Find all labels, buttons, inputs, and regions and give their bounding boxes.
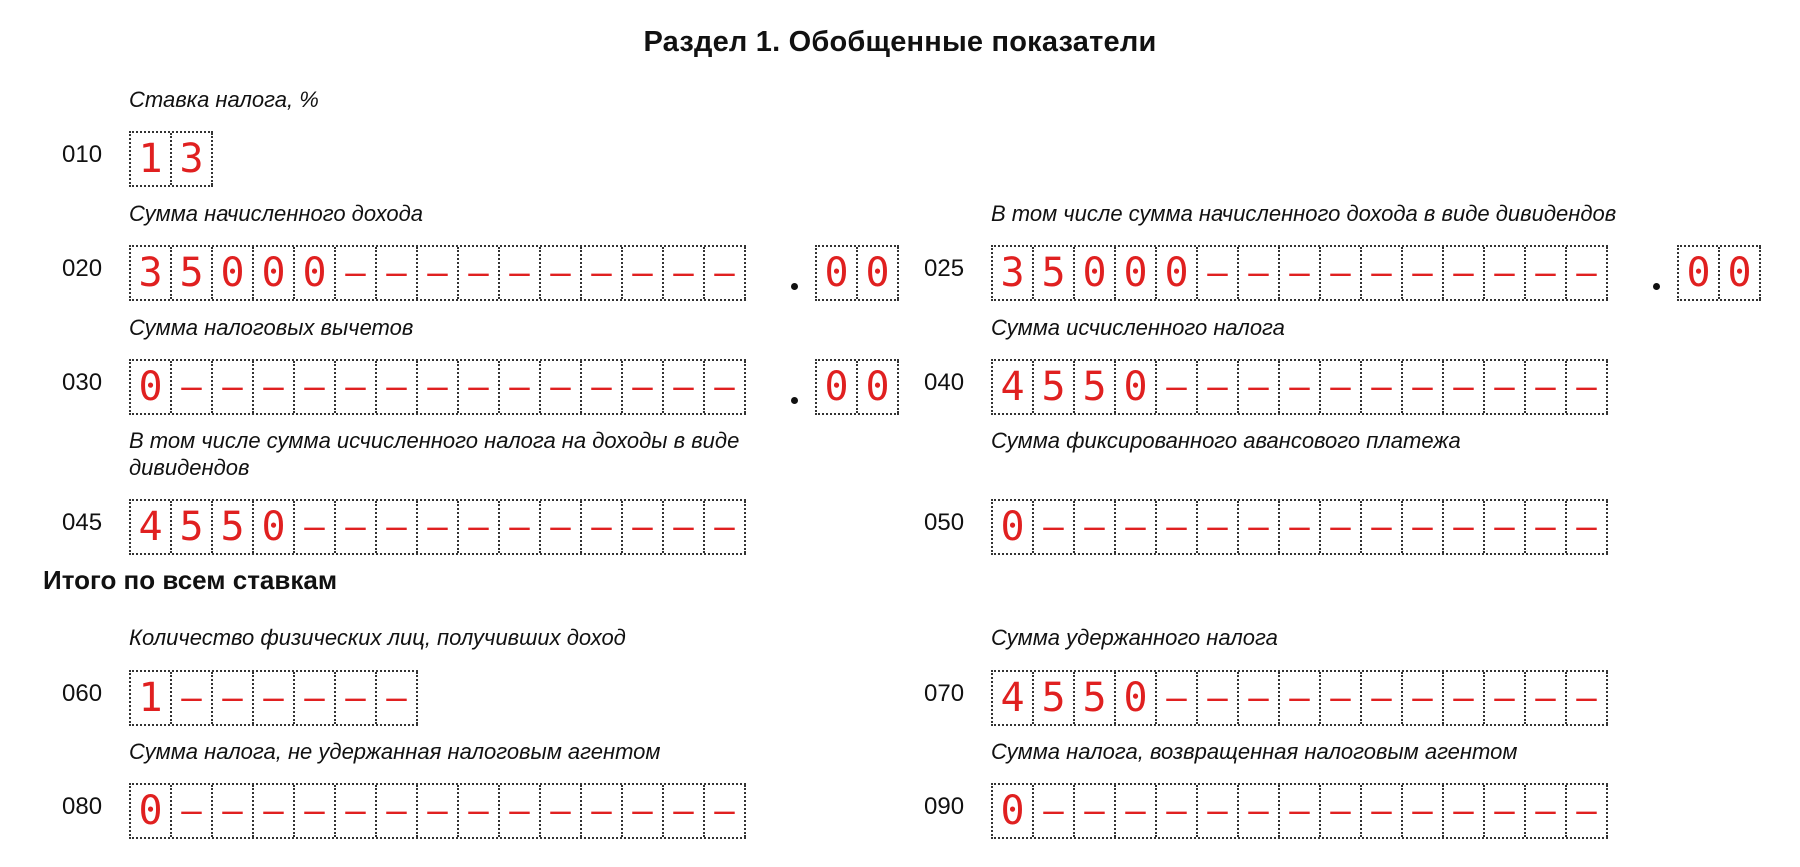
digit-cell[interactable]: –	[1526, 672, 1567, 724]
digit-cell[interactable]: –	[1362, 501, 1403, 553]
digit-cell[interactable]: –	[1403, 247, 1444, 299]
digit-cell[interactable]: –	[541, 501, 582, 553]
digit-cell[interactable]: –	[1444, 247, 1485, 299]
digit-cell[interactable]: –	[705, 361, 746, 413]
digit-cell[interactable]: 0	[213, 247, 254, 299]
digit-cell[interactable]: –	[1157, 785, 1198, 837]
digit-cell[interactable]: –	[1362, 361, 1403, 413]
digit-cell[interactable]: –	[377, 501, 418, 553]
field-030-code: 030	[62, 369, 103, 396]
field-070-cells[interactable]	[991, 670, 1608, 726]
digit-cell[interactable]: 3	[131, 247, 172, 299]
digit-cell[interactable]: –	[295, 501, 336, 553]
digit-cell[interactable]: –	[623, 247, 664, 299]
digit-cell[interactable]: –	[582, 501, 623, 553]
field-045-label: В том числе сумма исчисленного налога на доходы в виде дивидендов	[129, 428, 740, 480]
digit-cell[interactable]: –	[1198, 247, 1239, 299]
field-030-label: Сумма налоговых вычетов	[129, 315, 414, 340]
digit-cell[interactable]: –	[1198, 672, 1239, 724]
digit-cell[interactable]: –	[1526, 501, 1567, 553]
field-045-code: 045	[62, 509, 103, 536]
digit-cell[interactable]: –	[1116, 501, 1157, 553]
digit-cell[interactable]: –	[1239, 361, 1280, 413]
kopeck-cell[interactable]: 0	[858, 247, 899, 299]
kopeck-cell[interactable]: 0	[858, 361, 899, 413]
digit-cell[interactable]: –	[418, 361, 459, 413]
digit-cell[interactable]: –	[1362, 247, 1403, 299]
digit-cell[interactable]: 4	[993, 361, 1034, 413]
digit-cell[interactable]: –	[500, 501, 541, 553]
digit-cell[interactable]: –	[418, 501, 459, 553]
field-060-code: 060	[62, 680, 103, 707]
digit-cell[interactable]: –	[172, 785, 213, 837]
digit-cell[interactable]: 5	[172, 501, 213, 553]
digit-cell[interactable]: 5	[1034, 672, 1075, 724]
digit-cell[interactable]: –	[500, 247, 541, 299]
digit-cell[interactable]: –	[623, 361, 664, 413]
digit-cell[interactable]: 5	[213, 501, 254, 553]
decimal-point	[791, 397, 798, 404]
digit-cell[interactable]: –	[1321, 672, 1362, 724]
digit-cell[interactable]: –	[1198, 785, 1239, 837]
digit-cell[interactable]: –	[172, 672, 213, 724]
digit-cell[interactable]: –	[500, 785, 541, 837]
digit-cell[interactable]: –	[1403, 501, 1444, 553]
digit-cell[interactable]: 5	[1034, 247, 1075, 299]
digit-cell[interactable]: –	[459, 361, 500, 413]
digit-cell[interactable]: 0	[254, 247, 295, 299]
kopeck-cell[interactable]: 0	[1679, 247, 1720, 299]
field-020-label: Сумма начисленного дохода	[129, 201, 423, 226]
digit-cell[interactable]: –	[1444, 501, 1485, 553]
digit-cell[interactable]: –	[172, 361, 213, 413]
digit-cell[interactable]: 5	[1034, 361, 1075, 413]
digit-cell[interactable]: –	[1485, 247, 1526, 299]
digit-cell[interactable]: –	[213, 785, 254, 837]
digit-cell[interactable]: –	[1075, 785, 1116, 837]
digit-cell[interactable]: 0	[131, 361, 172, 413]
field-090-code: 090	[924, 793, 965, 820]
field-010-label: Ставка налога, %	[129, 87, 319, 112]
digit-cell[interactable]: –	[1034, 501, 1075, 553]
digit-cell[interactable]: –	[418, 785, 459, 837]
digit-cell[interactable]: –	[623, 501, 664, 553]
field-080-code: 080	[62, 793, 103, 820]
field-050-label: Сумма фиксированного авансового платежа	[991, 428, 1461, 453]
digit-cell[interactable]: 0	[1075, 247, 1116, 299]
digit-cell[interactable]: –	[1567, 672, 1608, 724]
digit-cell[interactable]: –	[582, 785, 623, 837]
digit-cell[interactable]: –	[254, 672, 295, 724]
kopeck-cell[interactable]: 0	[1720, 247, 1761, 299]
digit-cell[interactable]: –	[1239, 785, 1280, 837]
digit-cell[interactable]: –	[254, 785, 295, 837]
digit-cell[interactable]: –	[1280, 501, 1321, 553]
digit-cell[interactable]: –	[664, 785, 705, 837]
digit-cell[interactable]: –	[336, 785, 377, 837]
digit-cell[interactable]: –	[1280, 785, 1321, 837]
digit-cell[interactable]: –	[1526, 785, 1567, 837]
totals-heading: Итого по всем ставкам	[43, 565, 338, 595]
field-040-label: Сумма исчисленного налога	[991, 315, 1285, 340]
kopeck-cell[interactable]: 0	[817, 247, 858, 299]
digit-cell[interactable]: 3	[993, 247, 1034, 299]
digit-cell[interactable]: –	[664, 501, 705, 553]
digit-cell[interactable]: –	[459, 785, 500, 837]
digit-cell[interactable]: –	[1321, 501, 1362, 553]
digit-cell[interactable]: –	[377, 672, 418, 724]
decimal-point	[1653, 283, 1660, 290]
digit-cell[interactable]: –	[295, 361, 336, 413]
digit-cell[interactable]: –	[1403, 361, 1444, 413]
digit-cell[interactable]: 0	[1116, 361, 1157, 413]
digit-cell[interactable]: –	[295, 672, 336, 724]
digit-cell[interactable]: –	[377, 361, 418, 413]
digit-cell[interactable]: –	[1403, 672, 1444, 724]
digit-cell[interactable]: –	[1280, 247, 1321, 299]
digit-cell[interactable]: –	[1567, 785, 1608, 837]
digit-cell[interactable]: –	[1362, 672, 1403, 724]
field-010-code: 010	[62, 141, 103, 168]
digit-cell[interactable]: –	[1157, 361, 1198, 413]
digit-cell[interactable]: 1	[131, 672, 172, 724]
digit-cell[interactable]: –	[418, 247, 459, 299]
digit-cell[interactable]: –	[1116, 785, 1157, 837]
digit-cell[interactable]: –	[1198, 361, 1239, 413]
digit-cell[interactable]: 0	[1116, 247, 1157, 299]
kopeck-cell[interactable]: 0	[817, 361, 858, 413]
field-045-cells[interactable]	[129, 499, 746, 555]
digit-cell[interactable]: 0	[993, 501, 1034, 553]
digit-cell[interactable]: –	[1485, 785, 1526, 837]
decimal-point	[791, 283, 798, 290]
digit-cell[interactable]: –	[1157, 672, 1198, 724]
digit-cell[interactable]: –	[1321, 361, 1362, 413]
digit-cell[interactable]: –	[705, 501, 746, 553]
digit-cell[interactable]: 0	[1157, 247, 1198, 299]
digit-cell[interactable]: –	[1075, 501, 1116, 553]
field-020-code: 020	[62, 255, 103, 282]
digit-cell[interactable]: –	[1567, 247, 1608, 299]
digit-cell[interactable]: –	[459, 501, 500, 553]
field-025-cells[interactable]	[991, 245, 1608, 301]
field-030-cells[interactable]	[129, 359, 746, 415]
field-040-code: 040	[924, 369, 965, 396]
digit-cell[interactable]: –	[1567, 361, 1608, 413]
digit-cell[interactable]: –	[1034, 785, 1075, 837]
digit-cell[interactable]: 0	[254, 501, 295, 553]
digit-cell[interactable]: –	[541, 247, 582, 299]
digit-cell[interactable]: –	[664, 361, 705, 413]
digit-cell[interactable]: 0	[1116, 672, 1157, 724]
digit-cell[interactable]: –	[1485, 672, 1526, 724]
field-090-cells[interactable]	[991, 783, 1608, 839]
digit-cell[interactable]: –	[1485, 501, 1526, 553]
field-070-label: Сумма удержанного налога	[991, 625, 1278, 650]
digit-cell[interactable]: –	[1321, 785, 1362, 837]
digit-cell[interactable]: –	[1526, 361, 1567, 413]
field-060-label: Количество физических лиц, получивших доход	[129, 625, 626, 650]
digit-cell[interactable]: –	[541, 785, 582, 837]
field-050-cells[interactable]	[991, 499, 1608, 555]
digit-cell[interactable]: –	[541, 361, 582, 413]
digit-cell[interactable]: –	[1239, 247, 1280, 299]
digit-cell[interactable]: –	[664, 247, 705, 299]
field-020-kopecks[interactable]	[815, 245, 899, 301]
digit-cell[interactable]: –	[1403, 785, 1444, 837]
digit-cell[interactable]: –	[1280, 672, 1321, 724]
digit-cell[interactable]: –	[213, 672, 254, 724]
digit-cell[interactable]: –	[336, 672, 377, 724]
digit-cell[interactable]: –	[1444, 361, 1485, 413]
field-040-cells[interactable]	[991, 359, 1608, 415]
digit-cell[interactable]: 5	[1075, 361, 1116, 413]
digit-cell[interactable]: 0	[295, 247, 336, 299]
digit-cell[interactable]: 0	[993, 785, 1034, 837]
field-050-code: 050	[924, 509, 965, 536]
digit-cell[interactable]: –	[582, 247, 623, 299]
field-025-kopecks[interactable]	[1677, 245, 1761, 301]
digit-cell[interactable]: –	[459, 247, 500, 299]
field-010-cells[interactable]	[129, 131, 213, 187]
digit-cell[interactable]: –	[1321, 247, 1362, 299]
digit-cell[interactable]: –	[582, 361, 623, 413]
digit-cell[interactable]: –	[213, 361, 254, 413]
digit-cell[interactable]: 5	[1075, 672, 1116, 724]
digit-cell[interactable]: 5	[172, 247, 213, 299]
field-080-cells[interactable]	[129, 783, 746, 839]
digit-cell[interactable]: –	[623, 785, 664, 837]
digit-cell[interactable]: –	[1444, 672, 1485, 724]
digit-cell[interactable]: 4	[131, 501, 172, 553]
digit-cell[interactable]: 4	[993, 672, 1034, 724]
field-090-label: Сумма налога, возвращенная налоговым агентом	[991, 739, 1518, 764]
field-025-label: В том числе сумма начисленного дохода в виде дивидендов	[991, 201, 1617, 226]
digit-cell[interactable]: –	[336, 361, 377, 413]
digit-cell[interactable]: 0	[131, 785, 172, 837]
digit-cell[interactable]: –	[254, 361, 295, 413]
digit-cell[interactable]: –	[1239, 672, 1280, 724]
digit-cell[interactable]: –	[1280, 361, 1321, 413]
field-030-kopecks[interactable]	[815, 359, 899, 415]
digit-cell[interactable]: –	[1157, 501, 1198, 553]
digit-cell[interactable]: –	[1362, 785, 1403, 837]
digit-cell[interactable]: –	[1567, 501, 1608, 553]
digit-cell[interactable]: –	[1198, 501, 1239, 553]
digit-cell[interactable]: –	[377, 247, 418, 299]
digit-cell[interactable]: –	[336, 247, 377, 299]
digit-cell[interactable]: –	[1526, 247, 1567, 299]
section-title: Раздел 1. Обобщенные показатели	[643, 26, 1157, 58]
field-025-code: 025	[924, 255, 965, 282]
field-020-cells[interactable]	[129, 245, 746, 301]
digit-cell[interactable]: 3	[172, 133, 213, 185]
digit-cell[interactable]: –	[1239, 501, 1280, 553]
digit-cell[interactable]: –	[295, 785, 336, 837]
field-080-label: Сумма налога, не удержанная налоговым агентом	[129, 739, 661, 764]
digit-cell[interactable]: –	[377, 785, 418, 837]
digit-cell[interactable]: –	[705, 785, 746, 837]
digit-cell[interactable]: –	[336, 501, 377, 553]
digit-cell[interactable]: 1	[131, 133, 172, 185]
field-070-code: 070	[924, 680, 965, 707]
digit-cell[interactable]: –	[500, 361, 541, 413]
digit-cell[interactable]: –	[1444, 785, 1485, 837]
digit-cell[interactable]: –	[705, 247, 746, 299]
digit-cell[interactable]: –	[1485, 361, 1526, 413]
field-060-cells[interactable]	[129, 670, 418, 726]
